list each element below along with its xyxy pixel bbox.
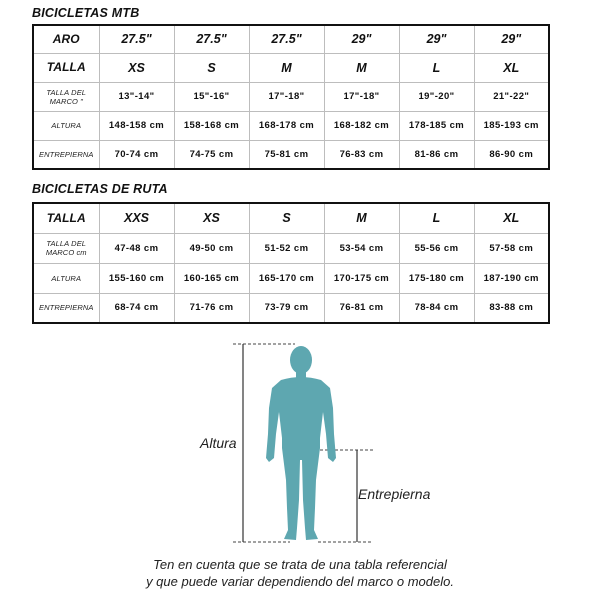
road-height-cell: 170-175 cm [324, 263, 399, 293]
disclaimer-line-2: y que puede variar dependiendo del marco o modelo. [146, 574, 454, 589]
mtb-header-cell: 29" [324, 25, 399, 53]
mtb-height-cell: 168-182 cm [324, 111, 399, 140]
road-row-label: ENTREPIERNA [33, 293, 99, 323]
mtb-frame-cell: 19"-20" [399, 82, 474, 111]
road-frame-cell: 53-54 cm [324, 233, 399, 263]
mtb-size-cell: S [174, 53, 249, 82]
inseam-label: Entrepierna [358, 486, 431, 502]
mtb-frame-cell: 17"-18" [249, 82, 324, 111]
mtb-size-cell: XS [99, 53, 174, 82]
mtb-height-cell: 168-178 cm [249, 111, 324, 140]
road-inseam-cell: 76-81 cm [324, 293, 399, 323]
road-size-table [32, 202, 550, 324]
height-label: Altura [200, 435, 237, 451]
mtb-height-cell: 185-193 cm [474, 111, 549, 140]
road-height-row [33, 263, 549, 293]
road-header-cell: M [324, 203, 399, 233]
road-height-cell: 175-180 cm [399, 263, 474, 293]
road-frame-cell: 49-50 cm [174, 233, 249, 263]
mtb-frame-cell: 15"-16" [174, 82, 249, 111]
mtb-inseam-cell: 74-75 cm [174, 140, 249, 169]
mtb-size-cell: L [399, 53, 474, 82]
road-inseam-cell: 71-76 cm [174, 293, 249, 323]
mtb-header-row [33, 25, 549, 53]
road-frame-cell: 47-48 cm [99, 233, 174, 263]
road-frame-cell: 57-58 cm [474, 233, 549, 263]
mtb-row-label: TALLA [33, 53, 99, 82]
road-inseam-row [33, 293, 549, 323]
mtb-header-cell: 27.5" [99, 25, 174, 53]
mtb-size-cell: M [249, 53, 324, 82]
human-silhouette-icon [266, 346, 336, 540]
mtb-row-label: ALTURA [33, 111, 99, 140]
road-height-cell: 155-160 cm [99, 263, 174, 293]
mtb-size-table [32, 24, 550, 170]
disclaimer-line-1: Ten en cuenta que se trata de una tabla referencial [153, 557, 447, 572]
mtb-row-label: TALLA DEL MARCO " [33, 82, 99, 111]
road-header-cell: XXS [99, 203, 174, 233]
mtb-frame-row [33, 82, 549, 111]
mtb-frame-cell: 13"-14" [99, 82, 174, 111]
mtb-height-cell: 178-185 cm [399, 111, 474, 140]
road-row-label: ALTURA [33, 263, 99, 293]
road-inseam-cell: 73-79 cm [249, 293, 324, 323]
mtb-section-title: BICICLETAS MTB [32, 6, 140, 20]
road-frame-cell: 55-56 cm [399, 233, 474, 263]
road-inseam-cell: 68-74 cm [99, 293, 174, 323]
road-header-cell: XL [474, 203, 549, 233]
road-inseam-cell: 83-88 cm [474, 293, 549, 323]
mtb-header-cell: 29" [399, 25, 474, 53]
mtb-header-cell: 29" [474, 25, 549, 53]
mtb-frame-cell: 17"-18" [324, 82, 399, 111]
road-height-cell: 165-170 cm [249, 263, 324, 293]
road-header-row [33, 203, 549, 233]
mtb-header-label: ARO [33, 25, 99, 53]
mtb-size-cell: M [324, 53, 399, 82]
road-height-cell: 160-165 cm [174, 263, 249, 293]
road-header-cell: S [249, 203, 324, 233]
road-row-label: TALLA DEL MARCO cm [33, 233, 99, 263]
road-frame-cell: 51-52 cm [249, 233, 324, 263]
mtb-size-cell: XL [474, 53, 549, 82]
mtb-height-cell: 148-158 cm [99, 111, 174, 140]
mtb-height-cell: 158-168 cm [174, 111, 249, 140]
mtb-inseam-cell: 75-81 cm [249, 140, 324, 169]
mtb-inseam-cell: 86-90 cm [474, 140, 549, 169]
road-frame-row [33, 233, 549, 263]
road-inseam-cell: 78-84 cm [399, 293, 474, 323]
mtb-inseam-row [33, 140, 549, 169]
road-header-label: TALLA [33, 203, 99, 233]
mtb-height-row [33, 111, 549, 140]
road-section-title: BICICLETAS DE RUTA [32, 182, 168, 196]
mtb-inseam-cell: 70-74 cm [99, 140, 174, 169]
body-measurement-figure [0, 330, 600, 560]
mtb-size-row [33, 53, 549, 82]
mtb-header-cell: 27.5" [174, 25, 249, 53]
mtb-inseam-cell: 81-86 cm [399, 140, 474, 169]
mtb-header-cell: 27.5" [249, 25, 324, 53]
road-header-cell: XS [174, 203, 249, 233]
road-header-cell: L [399, 203, 474, 233]
mtb-inseam-cell: 76-83 cm [324, 140, 399, 169]
road-height-cell: 187-190 cm [474, 263, 549, 293]
mtb-row-label: ENTREPIERNA [33, 140, 99, 169]
mtb-frame-cell: 21"-22" [474, 82, 549, 111]
